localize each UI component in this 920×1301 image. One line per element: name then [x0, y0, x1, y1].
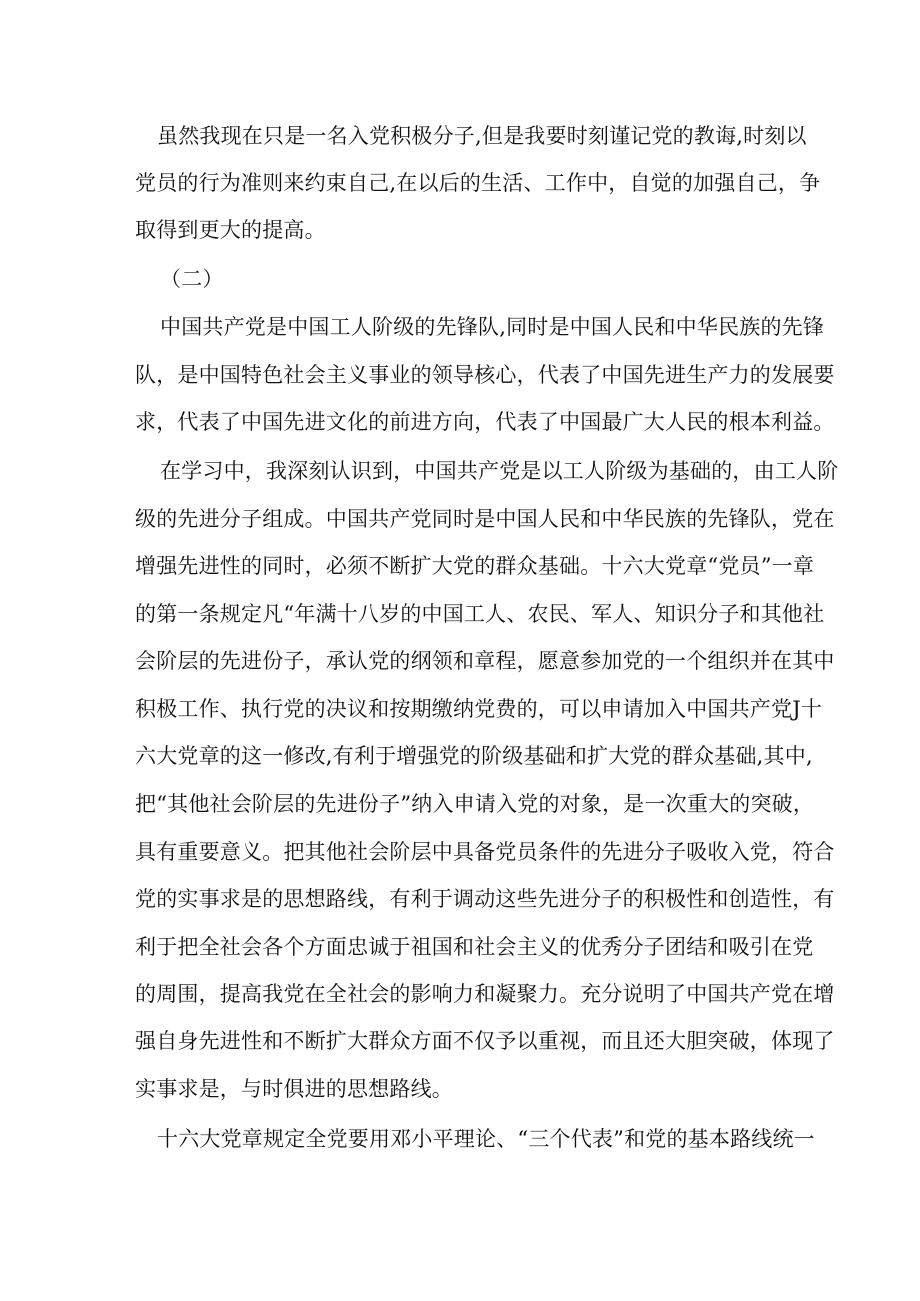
paragraph-1-line-3: 取得到更大的提高。 [135, 218, 326, 242]
paragraph-3-line-6: 积极工作、执行党的决议和按期缴纳党费的，可以申请加入中国共产党J十 [135, 697, 823, 721]
paragraph-3-line-1: 在学习中，我深刻认识到，中国共产党是以工人阶级为基础的，由工人阶 [160, 459, 839, 483]
paragraph-3-line-4: 的第一条规定凡“年满十八岁的中国工人、农民、军人、知识分子和其他社 [135, 602, 825, 626]
paragraph-4-line-1: 十六大党章规定全党要用邓小平理论、“三个代表”和党的基本路线统一 [157, 1127, 815, 1151]
paragraph-3-line-13: 强自身先进性和不断扩大群众方面不仅予以重视，而且还大胆突破，体现了 [135, 1029, 835, 1053]
paragraph-3-line-7: 六大党章的这一修改,有利于增强党的阶级基础和扩大党的群众基础,其中, [135, 744, 813, 768]
paragraph-2-line-1: 中国共产党是中国工人阶级的先锋队,同时是中国人民和中华民族的先锋 [160, 315, 825, 339]
paragraph-3-line-3: 增强先进性的同时，必须不断扩大党的群众基础。十六大党章“党员”一章 [135, 554, 815, 578]
paragraph-3-line-14: 实事求是，与时俱进的思想路线。 [135, 1077, 453, 1101]
paragraph-1-line-1: 虽然我现在只是一名入党积极分子,但是我要时刻谨记党的教诲,时刻以 [157, 124, 807, 148]
paragraph-3-line-12: 的周围，提高我党在全社会的影响力和凝聚力。充分说明了中国共产党在增 [135, 982, 835, 1006]
paragraph-3-line-10: 党的实事求是的思想路线，有利于调动这些先进分子的积极性和创造性，有 [135, 887, 835, 911]
paragraph-3-line-8: 把“其他社会阶层的先进份子”纳入申请入党的对象，是一次重大的突破， [135, 792, 815, 816]
paragraph-3-line-5: 会阶层的先进份子，承认党的纲领和章程，愿意参加党的一个组织并在其中 [135, 649, 835, 673]
paragraph-3-line-9: 具有重要意义。把其他社会阶层中具备党员条件的先进分子吸收入党，符合 [135, 840, 835, 864]
paragraph-3-line-11: 利于把全社会各个方面忠诚于祖国和社会主义的优秀分子团结和吸引在党 [135, 935, 814, 959]
paragraph-3-line-2: 级的先进分子组成。中国共产党同时是中国人民和中华民族的先锋队，党在 [135, 507, 835, 531]
paragraph-2-line-2: 队，是中国特色社会主义事业的领导核心，代表了中国先进生产力的发展要 [135, 363, 835, 387]
section-heading: （二） [160, 267, 224, 291]
paragraph-1-line-2: 党员的行为准则来约束自己,在以后的生活、工作中，自觉的加强自己，争 [135, 171, 821, 195]
paragraph-2-line-3: 求，代表了中国先进文化的前进方向，代表了中国最广大人民的根本利益。 [135, 410, 835, 434]
